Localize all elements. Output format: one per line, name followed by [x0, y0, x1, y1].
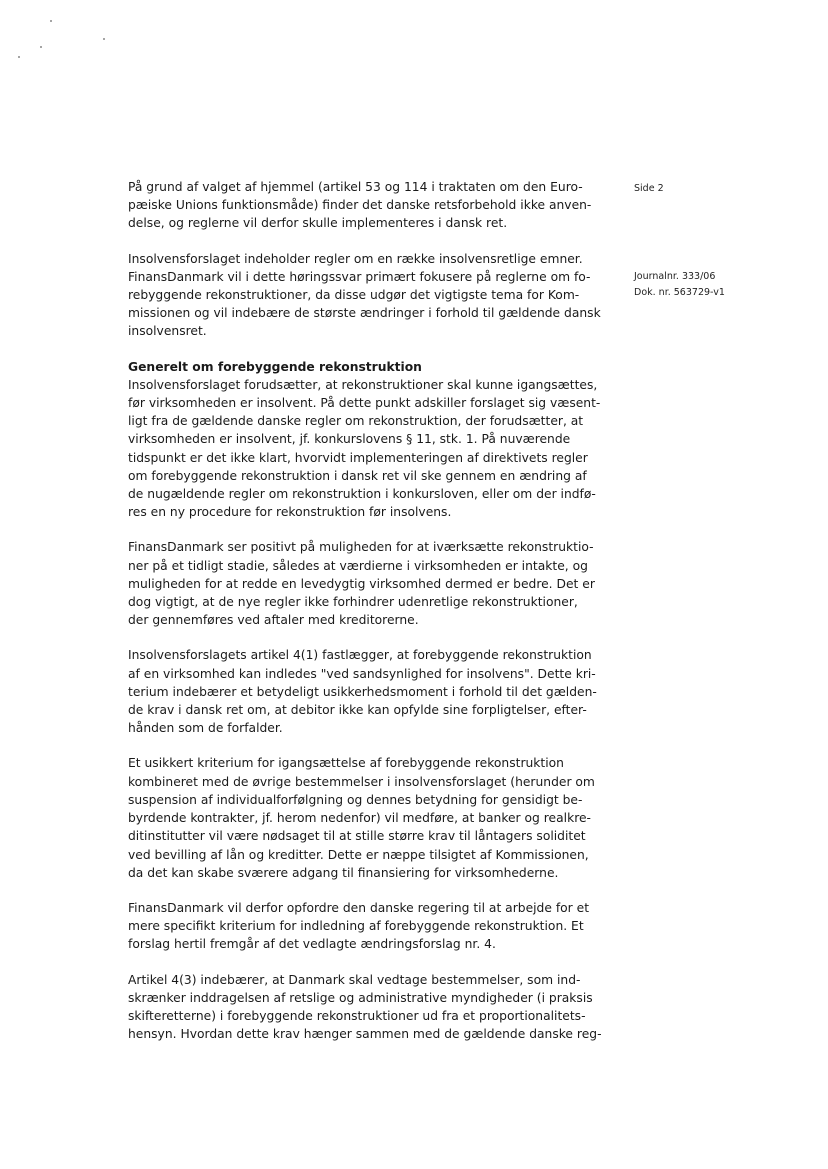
- text-line: hensyn. Hvordan dette krav hænger sammen med de gældende danske reg-: [128, 1027, 602, 1042]
- text-line: terium indebærer et betydeligt usikkerhedsmoment i forhold til det gælden-: [128, 684, 597, 699]
- scan-speck: [18, 56, 20, 58]
- journal-number: Journalnr. 333/06: [634, 271, 716, 282]
- text-line: ditinstitutter vil være nødsaget til at stille større krav til låntagers soliditet: [128, 829, 586, 844]
- text-line: om forebyggende rekonstruktion i dansk ret vil ske gennem en ændring af: [128, 468, 587, 483]
- scan-speck: [103, 38, 105, 40]
- text-line: virksomheden er insolvent, jf. konkurslovens § 11, stk. 1. På nuværende: [128, 432, 571, 447]
- text-line: FinansDanmark ser positivt på muligheden for at iværksætte rekonstruktio-: [128, 540, 594, 555]
- scan-speck: [40, 46, 42, 48]
- text-line: dog vigtigt, at de nye regler ikke forhindrer udenretlige rekonstruktioner,: [128, 595, 578, 610]
- text-line: da det kan skabe sværere adgang til finansiering for virksomhederne.: [128, 865, 559, 880]
- text-line: Artikel 4(3) indebærer, at Danmark skal vedtage bestemmelser, som ind-: [128, 972, 581, 987]
- document-number: Dok. nr. 563729-v1: [634, 287, 725, 298]
- text-line: insolvensret.: [128, 324, 207, 339]
- paragraph: [128, 754, 598, 881]
- text-line: af en virksomhed kan indledes "ved sandsynlighed for insolvens". Dette kri-: [128, 666, 596, 681]
- text-line: På grund af valget af hjemmel (artikel 53 og 114 i traktaten om den Euro-: [128, 180, 583, 194]
- text-line: ligt fra de gældende danske regler om rekonstruktion, der forudsætter, at: [128, 414, 584, 429]
- paragraph: [128, 250, 601, 341]
- text-line: missionen og vil indebære de største ændringer i forhold til gældende dansk: [128, 306, 601, 321]
- text-line: ner på et tidligt stadie, således at værdierne i virksomheden er intakte, og: [128, 558, 588, 573]
- text-line: Et usikkert kriterium for igangsættelse af forebyggende rekonstruktion: [128, 756, 564, 771]
- paragraph: [128, 358, 601, 522]
- text-line: Insolvensforslaget forudsætter, at rekonstruktioner skal kunne igangsættes,: [128, 377, 598, 392]
- scan-speck: [50, 20, 52, 22]
- text-line: de nugældende regler om rekonstruktion i konkursloven, eller om der indfø-: [128, 487, 596, 502]
- text-line: kombineret med de øvrige bestemmelser i insolvensforslaget (herunder om: [128, 774, 595, 789]
- document-metadata: [634, 181, 814, 301]
- text-line: byrdende kontrakter, jf. herom nedenfor) vil medføre, at banker og realkre-: [128, 811, 591, 826]
- section-heading: Generelt om forebyggende rekonstruktion: [128, 359, 422, 374]
- text-line: forslag hertil fremgår af det vedlagte ændringsforslag nr. 4.: [128, 937, 496, 952]
- text-line: pæiske Unions funktionsmåde) finder det danske retsforbehold ikke anven-: [128, 198, 592, 213]
- text-line: skifteretterne) i forebyggende rekonstruktioner ud fra et proportionalitets-: [128, 1008, 586, 1023]
- text-line: Insolvensforslagets artikel 4(1) fastlægger, at forebyggende rekonstruktion: [128, 648, 592, 663]
- text-line: suspension af individualforfølgning og dennes betydning for gensidigt be-: [128, 792, 583, 807]
- text-line: tidspunkt er det ikke klart, hvorvidt implementeringen af direktivets regler: [128, 450, 588, 465]
- paragraph: [128, 178, 598, 233]
- text-line: ved bevilling af lån og kreditter. Dette er næppe tilsigtet af Kommissionen,: [128, 847, 589, 862]
- text-line: hånden som de forfalder.: [128, 721, 283, 736]
- text-line: FinansDanmark vil i dette høringssvar primært fokusere på reglerne om fo-: [128, 269, 591, 284]
- text-line: rebyggende rekonstruktioner, da disse udgør det vigtigste tema for Kom-: [128, 288, 580, 303]
- text-line: de krav i dansk ret om, at debitor ikke kan opfylde sine forpligtelser, efter-: [128, 703, 587, 718]
- text-line: skrænker inddragelsen af retslige og administrative myndigheder (i praksis: [128, 990, 593, 1005]
- text-line: FinansDanmark vil derfor opfordre den danske regering til at arbejde for et: [128, 900, 590, 915]
- text-line: mere specifikt kriterium for indledning af forebyggende rekonstruktion. Et: [128, 919, 584, 934]
- text-line: før virksomheden er insolvent. På dette punkt adskiller forslaget sig væsent-: [128, 396, 601, 411]
- paragraph: [128, 899, 598, 954]
- text-line: muligheden for at redde en levedygtig virksomhed dermed er bedre. Det er: [128, 576, 595, 591]
- paragraph: [128, 646, 598, 737]
- text-line: res en ny procedure for rekonstruktion før insolvens.: [128, 505, 452, 520]
- paragraph: [128, 538, 598, 629]
- text-line: der gennemføres ved aftaler med kreditorerne.: [128, 613, 419, 628]
- text-line: delse, og reglerne vil derfor skulle implementeres i dansk ret.: [128, 216, 508, 231]
- page-number: Side 2: [634, 183, 664, 194]
- letter-body: [128, 178, 602, 1060]
- paragraph: [128, 971, 602, 1044]
- text-line: Insolvensforslaget indeholder regler om en række insolvensretlige emner.: [128, 251, 583, 266]
